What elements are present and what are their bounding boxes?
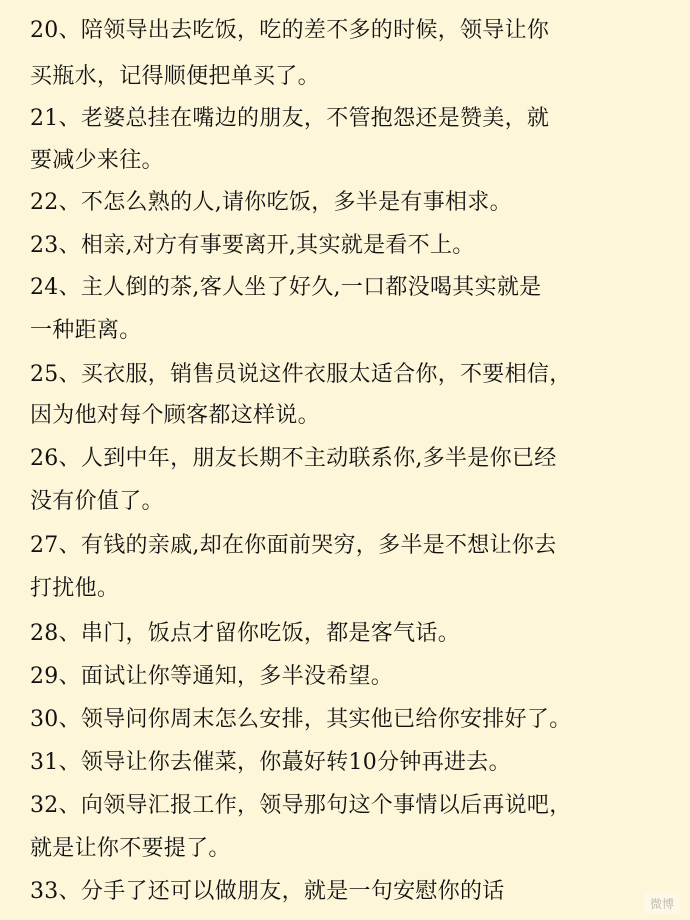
text-line: 33、分手了还可以做朋友，就是一句安慰你的话 (30, 879, 505, 904)
text-line: 25、买衣服，销售员说这件衣服太适合你，不要相信， (30, 362, 572, 387)
text-line: 32、向领导汇报工作，领导那句这个事情以后再说吧， (30, 793, 572, 818)
text-line: 27、有钱的亲戚,却在你面前哭穷，多半是不想让你去 (30, 533, 557, 558)
text-line: 31、领导让你去催菜，你蕞好转10分钟再进去。 (30, 750, 511, 775)
text-line: 就是让你不要提了。 (30, 836, 231, 861)
text-line: 22、不怎么熟的人,请你吃饭，多半是有事相求。 (30, 190, 512, 215)
text-line: 因为他对每个顾客都这样说。 (30, 403, 320, 428)
text-line: 打扰他。 (30, 576, 120, 601)
text-line: 21、老婆总挂在嘴边的朋友，不管抱怨还是赞美，就 (30, 106, 550, 131)
text-line: 买瓶水，记得顺便把单买了。 (30, 64, 320, 89)
text-line: 一种距离。 (30, 318, 142, 343)
text-line: 没有价值了。 (30, 489, 164, 514)
text-line: 23、相亲,对方有事要离开,其实就是看不上。 (30, 233, 475, 258)
text-line: 24、主人倒的茶,客人坐了好久,一口都没喝其实就是 (30, 275, 542, 300)
watermark: 微博 (644, 893, 680, 914)
text-line: 29、面试让你等通知，多半没希望。 (30, 664, 394, 689)
text-line: 26、人到中年，朋友长期不主动联系你,多半是你已经 (30, 446, 557, 471)
text-line: 30、领导问你周末怎么安排，其实他已给你安排好了。 (30, 707, 572, 732)
text-line: 要减少来往。 (30, 148, 164, 173)
text-line: 20、陪领导出去吃饭，吃的差不多的时候，领导让你 (30, 18, 550, 43)
text-line: 28、串门，饭点才留你吃饭，都是客气话。 (30, 621, 460, 646)
